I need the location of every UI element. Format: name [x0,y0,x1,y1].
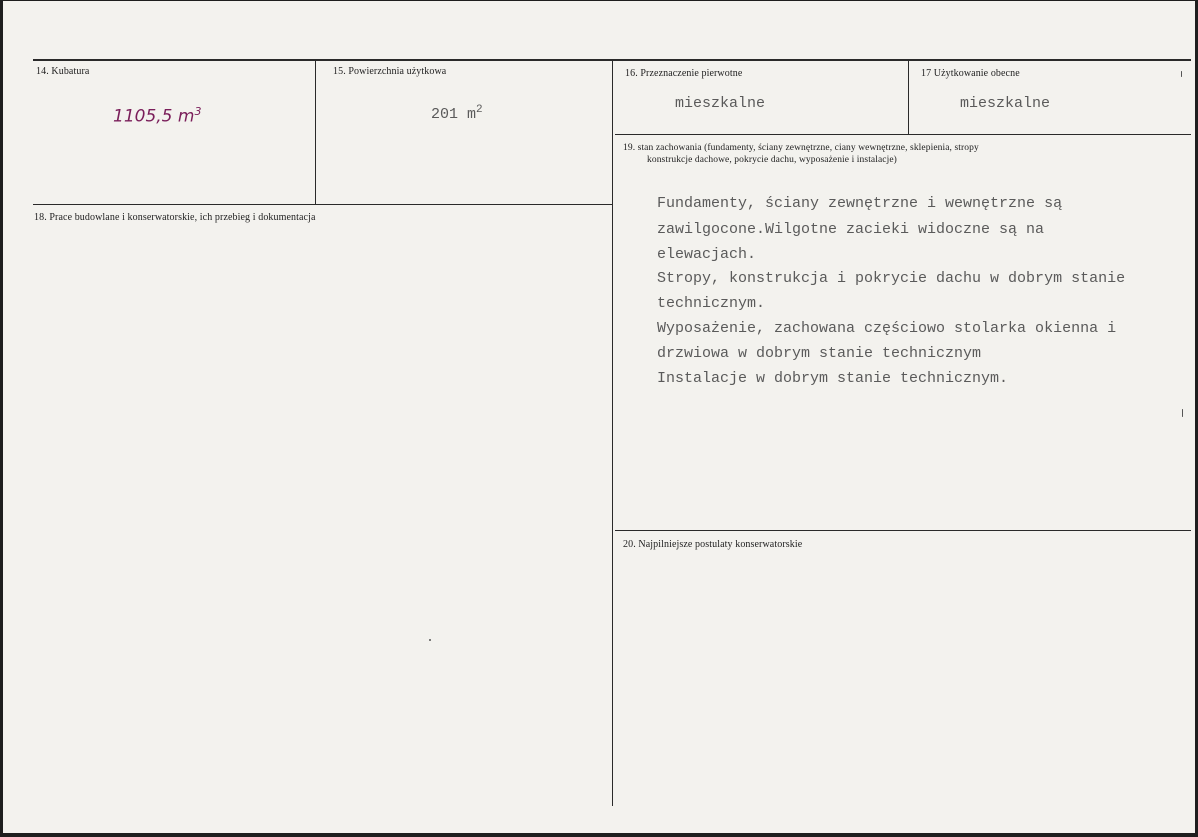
condition-text-line: Instalacje w dobrym stanie technicznym. [657,370,1009,387]
rule-below-16-17 [615,134,1191,135]
scan-speck [429,639,431,641]
field-14-label: 14. Kubatura [36,66,90,77]
scan-speck [1182,409,1183,417]
condition-text-line: drzwiowa w dobrym stanie technicznym [657,345,982,362]
volume-value: 1105,5 m [113,106,195,127]
divider-main [612,61,613,806]
field-15-label: 15. Powierzchnia użytkowa [333,66,447,77]
field-14-value [113,105,201,127]
record-card [3,1,1195,833]
scan-speck [1181,71,1182,77]
field-19-label-line1: 19. stan zachowania (fundamenty, ściany zewnętrzne, ciany wewnętrzne, sklepienia, stropy [623,143,979,153]
volume-unit-superscript: 3 [194,105,202,118]
condition-text-line: elewacjach. [657,246,757,263]
rule-below-19 [615,530,1191,531]
field-19-label-line2: konstrukcje dachowe, pokrycie dachu, wyposażenie i instalacje) [647,155,897,165]
condition-text-line: Wyposażenie, zachowana częściowo stolarka okienna i [657,320,1117,337]
area-value: 201 m [431,106,477,123]
condition-text-line: zawilgocone.Wilgotne zacieki widoczne są na [657,221,1045,238]
condition-text-line: technicznym. [657,295,766,312]
field-20-label: 20. Najpilniejsze postulaty konserwatorskie [623,539,803,550]
field-17-value: mieszkalne [960,95,1051,112]
condition-text-line: Fundamenty, ściany zewnętrzne i wewnętrzne są [657,195,1063,212]
divider-16-17 [908,61,909,134]
field-16-value: mieszkalne [675,95,766,112]
rule-below-14-15 [33,204,613,205]
field-17-label: 17 Użytkowanie obecne [921,68,1020,79]
area-unit-superscript: 2 [476,104,483,116]
field-15-value [431,104,483,123]
field-18-label: 18. Prace budowlane i konserwatorskie, ich przebieg i dokumentacja [34,212,316,223]
condition-text-line: Stropy, konstrukcja i pokrycie dachu w dobrym stanie [657,270,1126,287]
divider-14-15 [315,61,316,205]
field-16-label: 16. Przeznaczenie pierwotne [625,68,743,79]
